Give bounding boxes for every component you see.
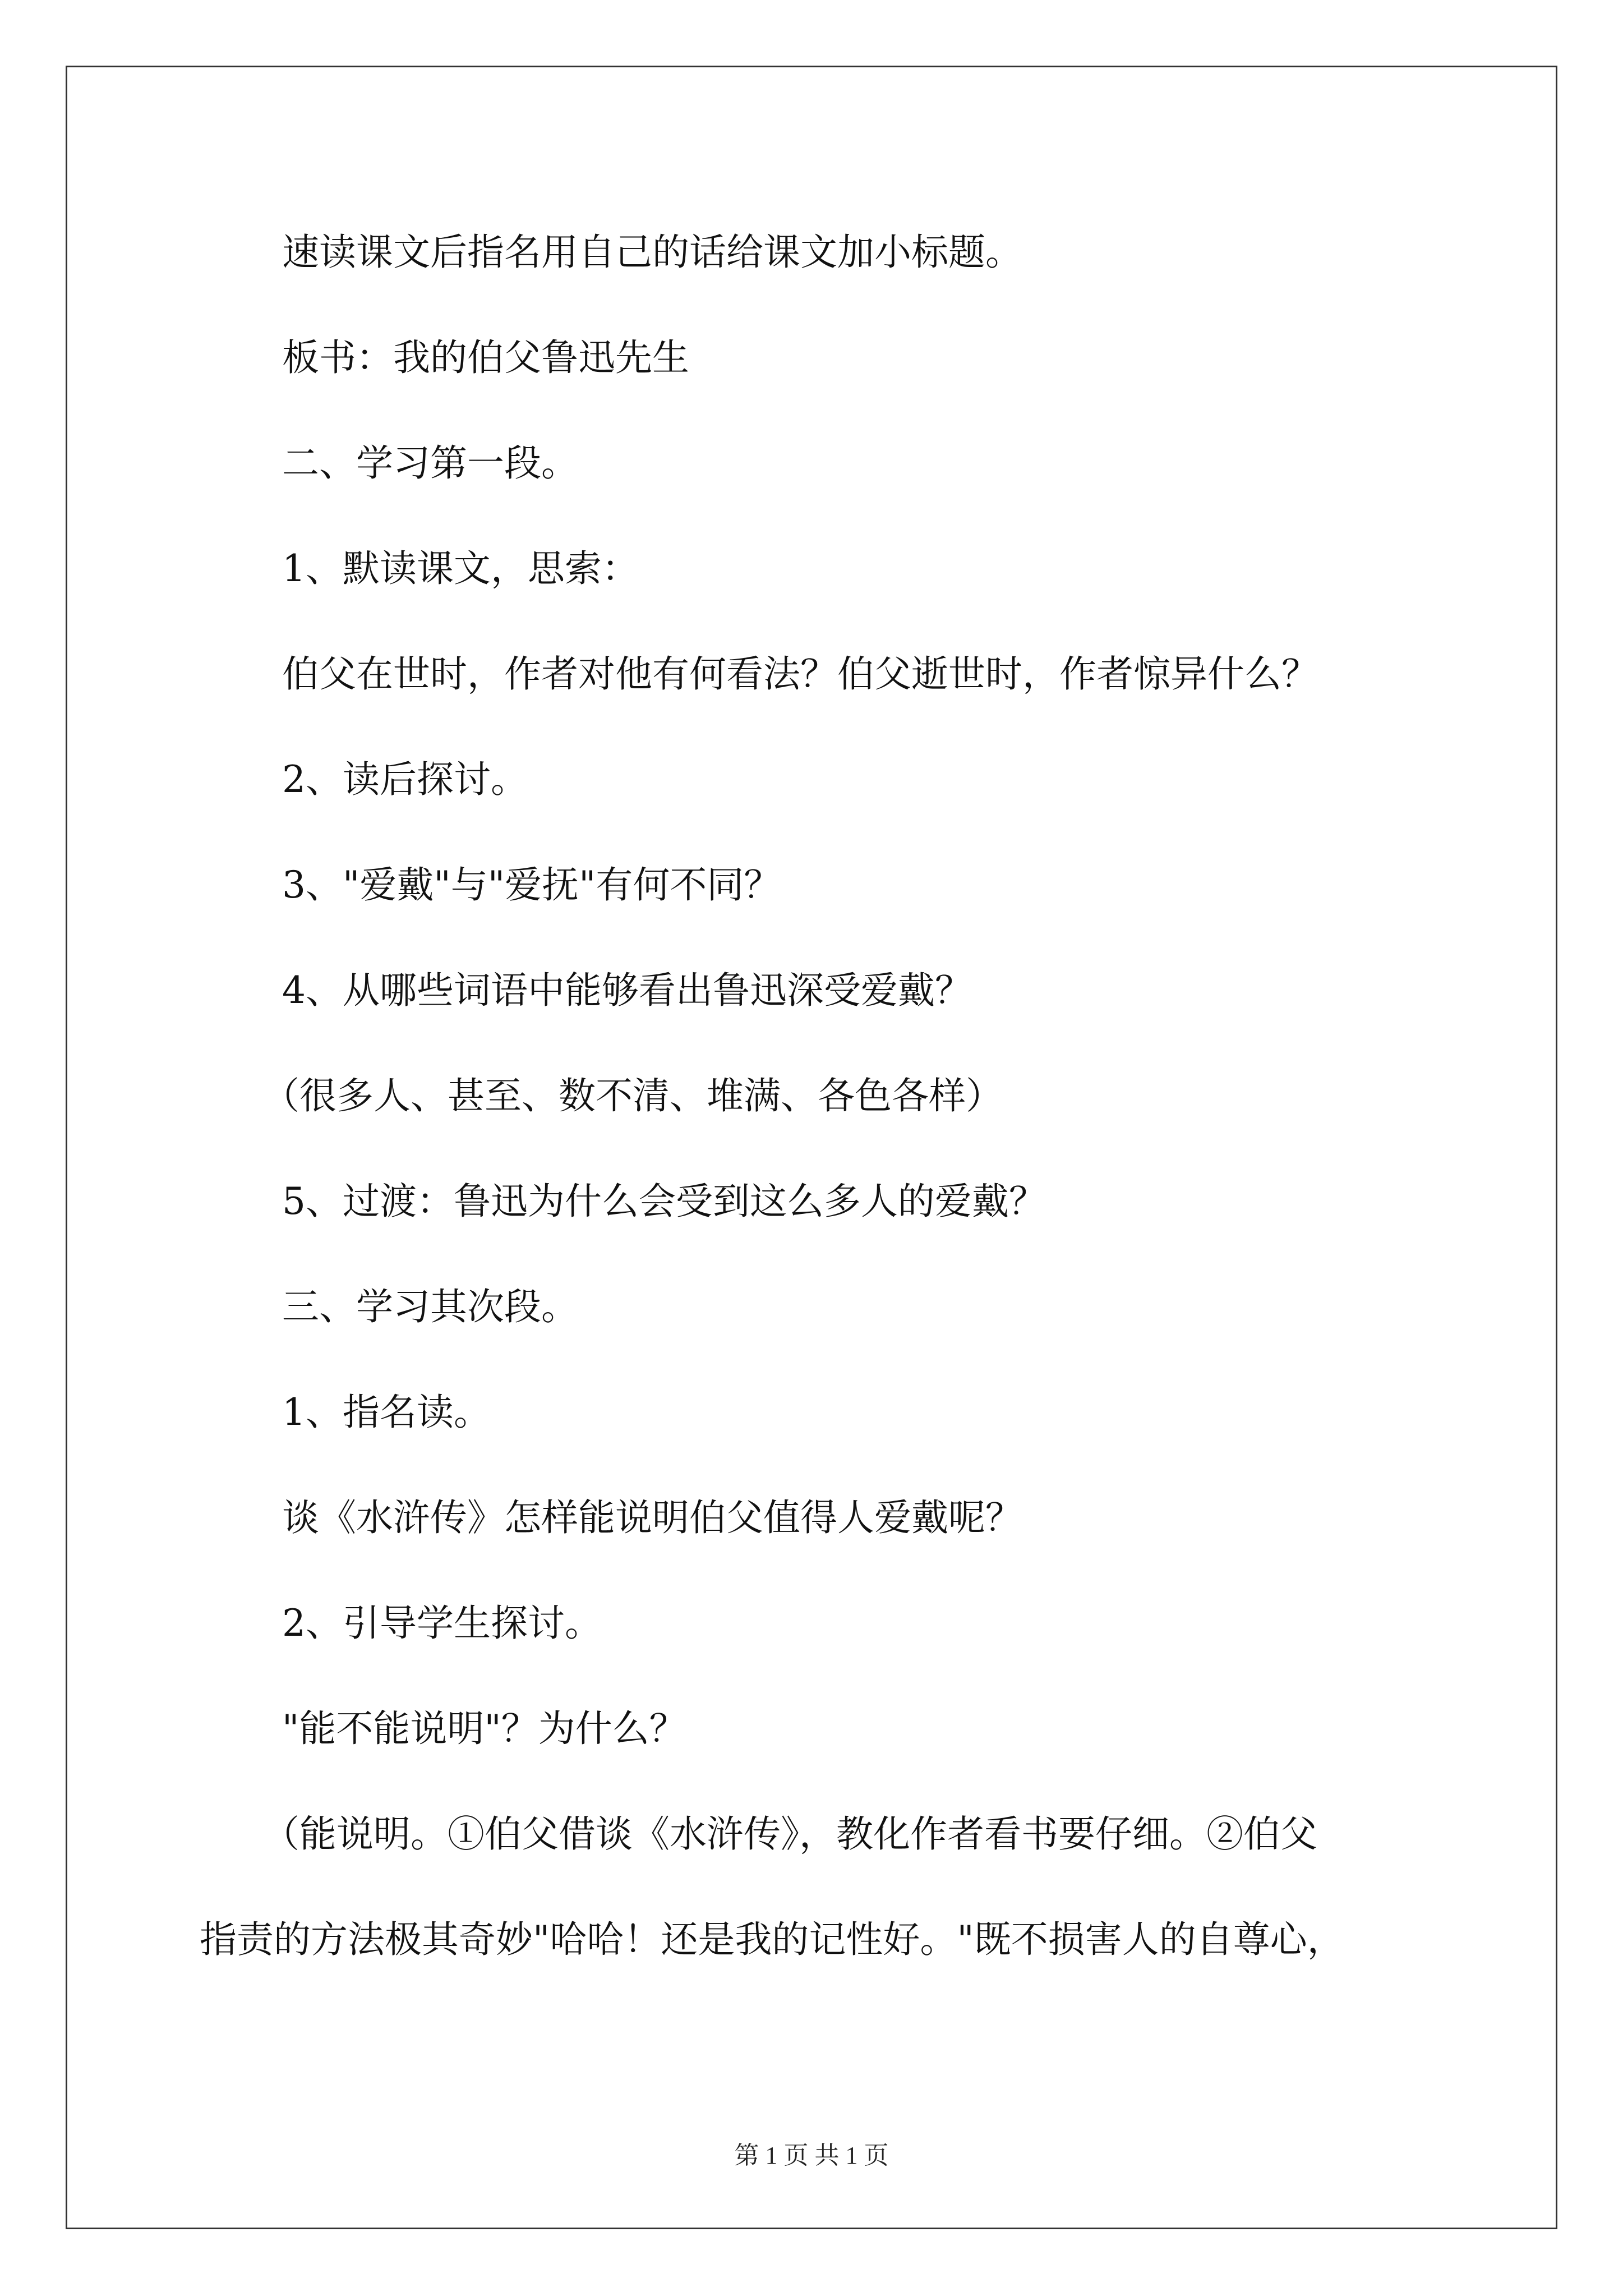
text-line: 1、指名读。 — [282, 1391, 491, 1434]
text-line: （很多人、甚至、数不清、堆满、各色各样） — [262, 1074, 1003, 1117]
text-line: "能不能说明"？为什么？ — [282, 1707, 686, 1750]
text-line: 三、学习其次段。 — [282, 1285, 578, 1328]
page-border — [66, 66, 1557, 2229]
text-line: 速读课文后指名用自己的话给课文加小标题。 — [282, 231, 1022, 274]
text-line: 指责的方法极其奇妙"哈哈！还是我的记性好。"既不损害人的自尊心， — [200, 1918, 1344, 1961]
text-line: 1、默读课文，思索： — [282, 547, 639, 590]
text-line: 谈《水浒传》怎样能说明伯父值得人爱戴呢？ — [282, 1496, 1022, 1539]
page-footer: 第 1 页 共 1 页 — [734, 2142, 889, 2169]
text-line: 二、学习第一段。 — [282, 441, 578, 485]
text-line: 2、读后探讨。 — [282, 758, 528, 801]
text-line: 2、引导学生探讨。 — [282, 1602, 602, 1645]
text-line: 4、从哪些词语中能够看出鲁迅深受爱戴？ — [282, 969, 972, 1012]
text-line: 5、过渡：鲁迅为什么会受到这么多人的爱戴？ — [282, 1180, 1046, 1223]
text-line: （能说明。①伯父借谈《水浒传》，教化作者看书要仔细。②伯父 — [262, 1812, 1317, 1856]
text-line: 3、"爱戴"与"爱抚"有何不同？ — [282, 863, 781, 907]
text-line: 板书：我的伯父鲁迅先生 — [282, 336, 689, 379]
text-line: 伯父在世时，作者对他有何看法？伯父逝世时，作者惊异什么？ — [282, 652, 1318, 696]
